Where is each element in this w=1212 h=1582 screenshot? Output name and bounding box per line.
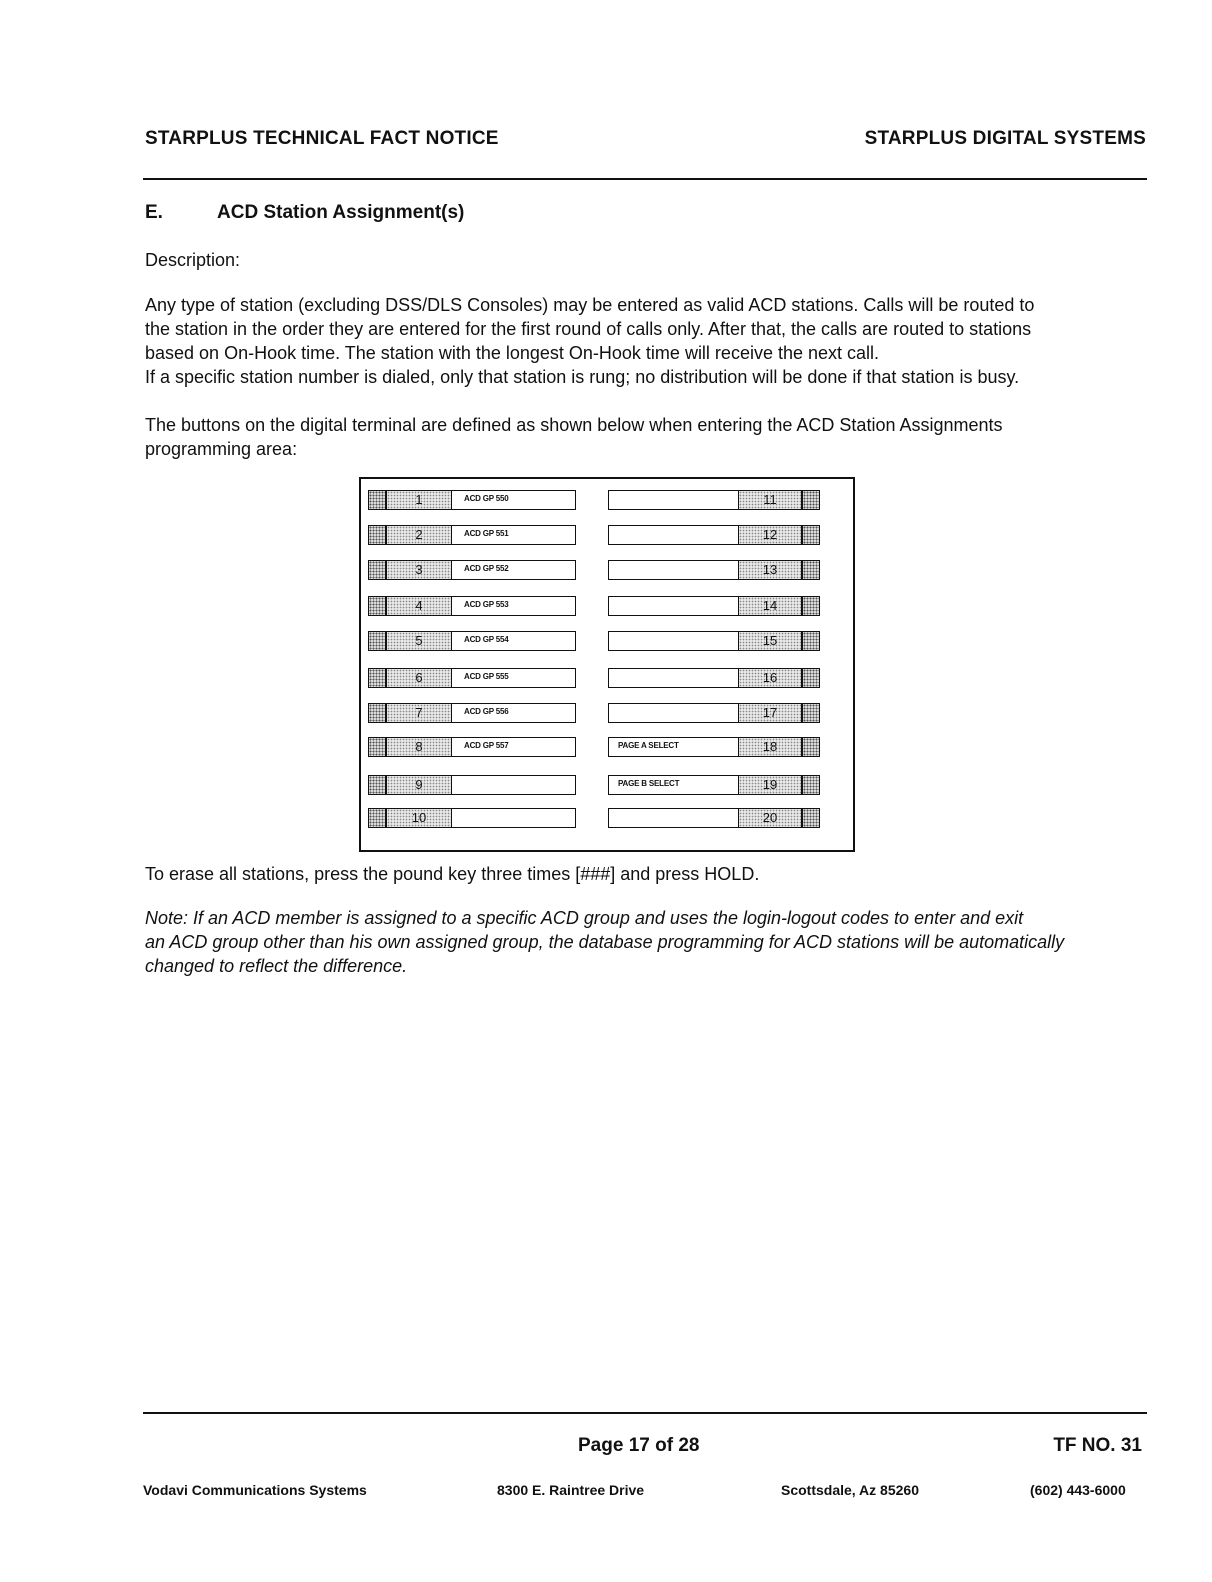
key-number: 10 xyxy=(386,808,452,828)
key-label: ACD GP 552 xyxy=(464,564,509,573)
key-number: 1 xyxy=(386,490,452,510)
programming-key-16[interactable] xyxy=(608,668,820,688)
paragraph-line: the station in the order they are entered for the first round of calls only. After that, the calls are routed to stations xyxy=(145,319,1032,339)
key-number: 16 xyxy=(738,668,802,688)
header-right-title: STARPLUS DIGITAL SYSTEMS xyxy=(864,128,1146,149)
header-left-title: STARPLUS TECHNICAL FACT NOTICE xyxy=(145,128,499,149)
programming-key-9[interactable] xyxy=(368,775,576,795)
programming-key-11[interactable] xyxy=(608,490,820,510)
key-number: 11 xyxy=(738,490,802,510)
section-heading xyxy=(145,202,464,224)
led-indicator xyxy=(368,631,386,651)
key-label: PAGE A SELECT xyxy=(618,741,679,750)
programming-key-4[interactable] xyxy=(368,596,576,616)
led-indicator xyxy=(802,737,820,757)
programming-key-5[interactable] xyxy=(368,631,576,651)
led-indicator xyxy=(368,737,386,757)
led-indicator xyxy=(368,490,386,510)
key-label: ACD GP 551 xyxy=(464,529,509,538)
key-number: 12 xyxy=(738,525,802,545)
tf-number: TF NO. 31 xyxy=(1053,1435,1142,1456)
programming-key-15[interactable] xyxy=(608,631,820,651)
note-line: an ACD group other than his own assigned group, the database programming for ACD stations will be automatically xyxy=(145,932,1065,952)
key-label: ACD GP 550 xyxy=(464,494,509,503)
programming-key-12[interactable] xyxy=(608,525,820,545)
led-indicator xyxy=(368,808,386,828)
key-number: 3 xyxy=(386,560,452,580)
led-indicator xyxy=(368,703,386,723)
led-indicator xyxy=(802,808,820,828)
programming-key-1[interactable] xyxy=(368,490,576,510)
programming-key-13[interactable] xyxy=(608,560,820,580)
key-label: ACD GP 554 xyxy=(464,635,509,644)
key-number: 13 xyxy=(738,560,802,580)
paragraph-line: If a specific station number is dialed, only that station is rung; no distribution will be done if that station is busy. xyxy=(145,367,1020,387)
paragraph-buttons xyxy=(145,413,1147,461)
key-label: ACD GP 556 xyxy=(464,707,509,716)
led-indicator xyxy=(802,596,820,616)
key-label: ACD GP 555 xyxy=(464,672,509,681)
led-indicator xyxy=(802,631,820,651)
paragraph-line: The buttons on the digital terminal are defined as shown below when entering the ACD Station Assignments xyxy=(145,415,1003,435)
led-indicator xyxy=(368,596,386,616)
paragraph-line: based on On-Hook time. The station with the longest On-Hook time will receive the next call. xyxy=(145,343,880,363)
programming-key-18[interactable] xyxy=(608,737,820,757)
led-indicator xyxy=(802,703,820,723)
key-number: 14 xyxy=(738,596,802,616)
paragraph-routing xyxy=(145,293,1147,389)
footer-company: Vodavi Communications Systems xyxy=(143,1482,367,1498)
programming-key-7[interactable] xyxy=(368,703,576,723)
footer-city: Scottsdale, Az 85260 xyxy=(781,1482,919,1498)
key-number: 9 xyxy=(386,775,452,795)
key-number: 20 xyxy=(738,808,802,828)
led-indicator xyxy=(802,668,820,688)
led-indicator xyxy=(802,490,820,510)
key-number: 19 xyxy=(738,775,802,795)
key-number: 7 xyxy=(386,703,452,723)
note-paragraph xyxy=(145,906,1147,978)
paragraph-line: programming area: xyxy=(145,439,298,459)
note-line: Note: If an ACD member is assigned to a specific ACD group and uses the login-logout codes to enter and exit xyxy=(145,908,1024,928)
programming-key-10[interactable] xyxy=(368,808,576,828)
paragraph-line: Any type of station (excluding DSS/DLS Consoles) may be entered as valid ACD stations. Calls will be routed to xyxy=(145,295,1035,315)
key-label: ACD GP 557 xyxy=(464,741,509,750)
programming-key-19[interactable] xyxy=(608,775,820,795)
programming-key-14[interactable] xyxy=(608,596,820,616)
programming-key-20[interactable] xyxy=(608,808,820,828)
led-indicator xyxy=(802,525,820,545)
key-number: 17 xyxy=(738,703,802,723)
key-number: 6 xyxy=(386,668,452,688)
programming-key-6[interactable] xyxy=(368,668,576,688)
footer-rule xyxy=(143,1412,1147,1414)
erase-instruction: To erase all stations, press the pound key three times [###] and press HOLD. xyxy=(145,864,760,884)
key-label: PAGE B SELECT xyxy=(618,779,680,788)
key-number: 5 xyxy=(386,631,452,651)
description-label: Description: xyxy=(145,250,241,270)
page-number: Page 17 of 28 xyxy=(578,1435,700,1456)
header-rule xyxy=(143,178,1147,180)
key-number: 4 xyxy=(386,596,452,616)
programming-key-8[interactable] xyxy=(368,737,576,757)
section-letter: E. xyxy=(145,202,163,223)
note-line: changed to reflect the difference. xyxy=(145,956,408,976)
terminal-keypad-diagram xyxy=(359,477,855,852)
led-indicator xyxy=(802,775,820,795)
programming-key-17[interactable] xyxy=(608,703,820,723)
programming-key-2[interactable] xyxy=(368,525,576,545)
led-indicator xyxy=(368,775,386,795)
key-number: 15 xyxy=(738,631,802,651)
led-indicator xyxy=(368,525,386,545)
footer-street: 8300 E. Raintree Drive xyxy=(497,1482,645,1498)
programming-key-3[interactable] xyxy=(368,560,576,580)
key-number: 8 xyxy=(386,737,452,757)
key-number: 2 xyxy=(386,525,452,545)
key-label: ACD GP 553 xyxy=(464,600,509,609)
led-indicator xyxy=(802,560,820,580)
footer-phone: (602) 443-6000 xyxy=(1030,1482,1126,1498)
section-title: ACD Station Assignment(s) xyxy=(217,202,465,223)
key-number: 18 xyxy=(738,737,802,757)
led-indicator xyxy=(368,668,386,688)
led-indicator xyxy=(368,560,386,580)
